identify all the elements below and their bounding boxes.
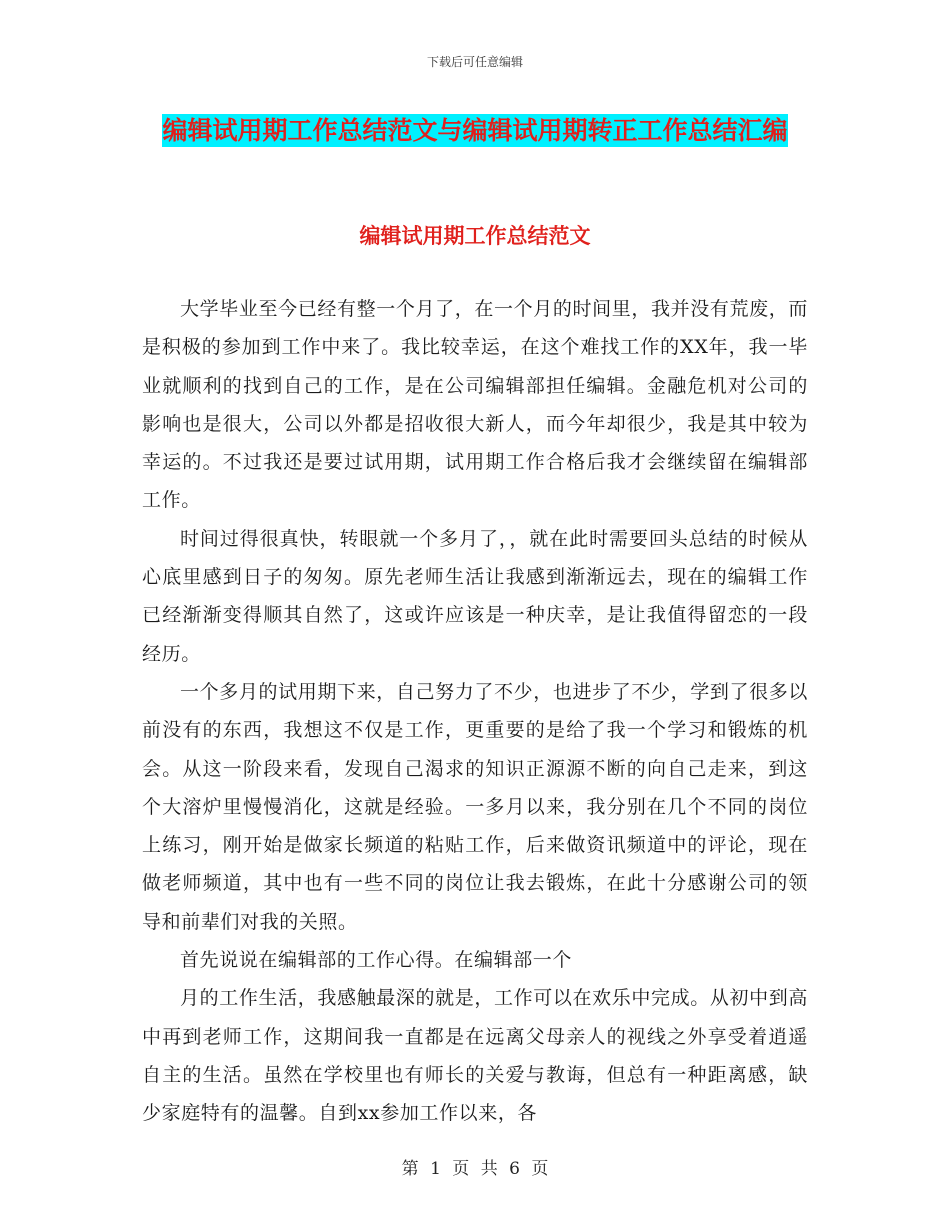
document-body: [142, 290, 808, 1133]
document-title-text: 编辑试用期工作总结范文与编辑试用期转正工作总结汇编: [162, 116, 788, 145]
document-title: [142, 108, 808, 153]
page-number-footer: 第 1 页 共 6 页: [401, 1159, 549, 1179]
paragraph: 大学毕业至今已经有整一个月了，在一个月的时间里，我并没有荒废，而是积极的参加到工作中来了。我比较幸运，在这个难找工作的XX年，我一毕业就顺利的找到自己的工作，是在公司编辑部担任编辑。金融危机对公司的影响也是很大，公司以外都是招收很大新人，而今年却很少，我是其中较为幸运的。不过我还是要过试用期，试用期工作合格后我才会继续留在编辑部工作。: [142, 298, 808, 512]
section-title: 编辑试用期工作总结范文: [359, 224, 591, 248]
paragraph: 时间过得很真快，转眼就一个多月了，，就在此时需要回头总结的时候从心底里感到日子的匆匆。原先老师生活让我感到渐渐远去，现在的编辑工作已经渐渐变得顺其自然了，这或许应该是一种庆幸，是让我值得留恋的一段经历。: [142, 527, 808, 665]
paragraph: 首先说说在编辑部的工作心得。在编辑部一个: [180, 949, 573, 972]
paragraph: 月的工作生活，我感触最深的就是，工作可以在欢乐中完成。从初中到高中再到老师工作，这期间我一直都是在远离父母亲人的视线之外享受着逍遥自主的生活。虽然在学校里也有师长的关爱与教诲，但总有一种距离感，缺少家庭特有的温馨。自到xx参加工作以来，各: [142, 987, 808, 1125]
paragraph: 一个多月的试用期下来，自己努力了不少，也进步了不少，学到了很多以前没有的东西，我想这不仅是工作，更重要的是给了我一个学习和锻炼的机会。从这一阶段来看，发现自己渴求的知识正源源不断的向自己走来，到这个大溶炉里慢慢消化，这就是经验。一多月以来，我分别在几个不同的岗位上练习，刚开始是做家长频道的粘贴工作，后来做资讯频道中的评论，现在做老师频道，其中也有一些不同的岗位让我去锻炼，在此十分感谢公司的领导和前辈们对我的关照。: [142, 680, 808, 933]
page-header-note: 下载后可任意编辑: [426, 55, 523, 69]
